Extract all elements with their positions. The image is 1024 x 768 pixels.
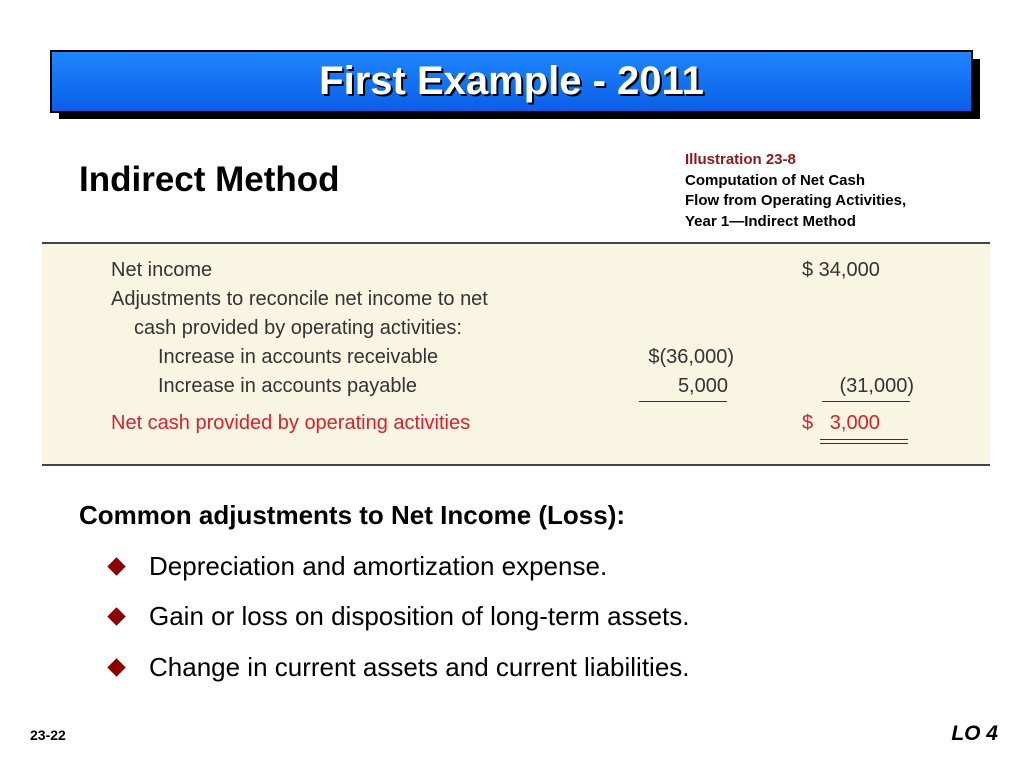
title-banner (50, 50, 980, 120)
illustration-caption (685, 150, 906, 232)
subtotal-underline (639, 401, 727, 402)
adjustments-underline (822, 401, 910, 402)
total-double-underline-top (820, 439, 908, 440)
bullet-text: Depreciation and amortization expense. (149, 550, 608, 581)
accounts-receivable-value: $(36,000) (648, 346, 734, 368)
illustration-line-1: Computation of Net Cash (685, 171, 865, 189)
diamond-bullet-icon (107, 658, 125, 676)
list-item (106, 599, 706, 633)
adjustments-line-1: Adjustments to reconcile net income to net (111, 288, 488, 310)
slide-title: First Example - 2011 (319, 59, 704, 103)
list-item (106, 650, 706, 684)
accounts-receivable-label: Increase in accounts receivable (158, 346, 439, 368)
diamond-bullet-icon (107, 607, 125, 625)
net-income-value: $ 34,000 (802, 259, 880, 281)
bullet-text: Change in current assets and current liabilities. (149, 651, 690, 682)
title-bar (50, 50, 973, 113)
section-heading: Common adjustments to Net Income (Loss): (79, 500, 626, 530)
net-cash-value: $ 3,000 (802, 412, 880, 434)
net-cash-label: Net cash provided by operating activities (111, 412, 471, 434)
accounts-payable-label: Increase in accounts payable (158, 375, 418, 397)
adjustments-line-2: cash provided by operating activities: (134, 317, 462, 339)
adjustments-total-value: (31,000) (839, 375, 914, 397)
net-income-label: Net income (111, 259, 213, 281)
diamond-bullet-icon (107, 557, 125, 575)
learning-objective: LO 4 (951, 722, 998, 745)
cash-flow-statement (42, 242, 990, 466)
accounts-payable-value: 5,000 (677, 375, 728, 397)
bullet-text: Gain or loss on disposition of long-term assets. (149, 600, 690, 631)
illustration-line-2: Flow from Operating Activities, (685, 192, 907, 209)
subheading: Indirect Method (79, 160, 340, 199)
page-number: 23-22 (30, 727, 66, 743)
total-double-underline-bottom (820, 443, 908, 444)
illustration-line-3: Year 1—Indirect Method (685, 212, 856, 230)
list-item (106, 549, 706, 583)
illustration-label: Illustration 23-8 (685, 151, 796, 168)
